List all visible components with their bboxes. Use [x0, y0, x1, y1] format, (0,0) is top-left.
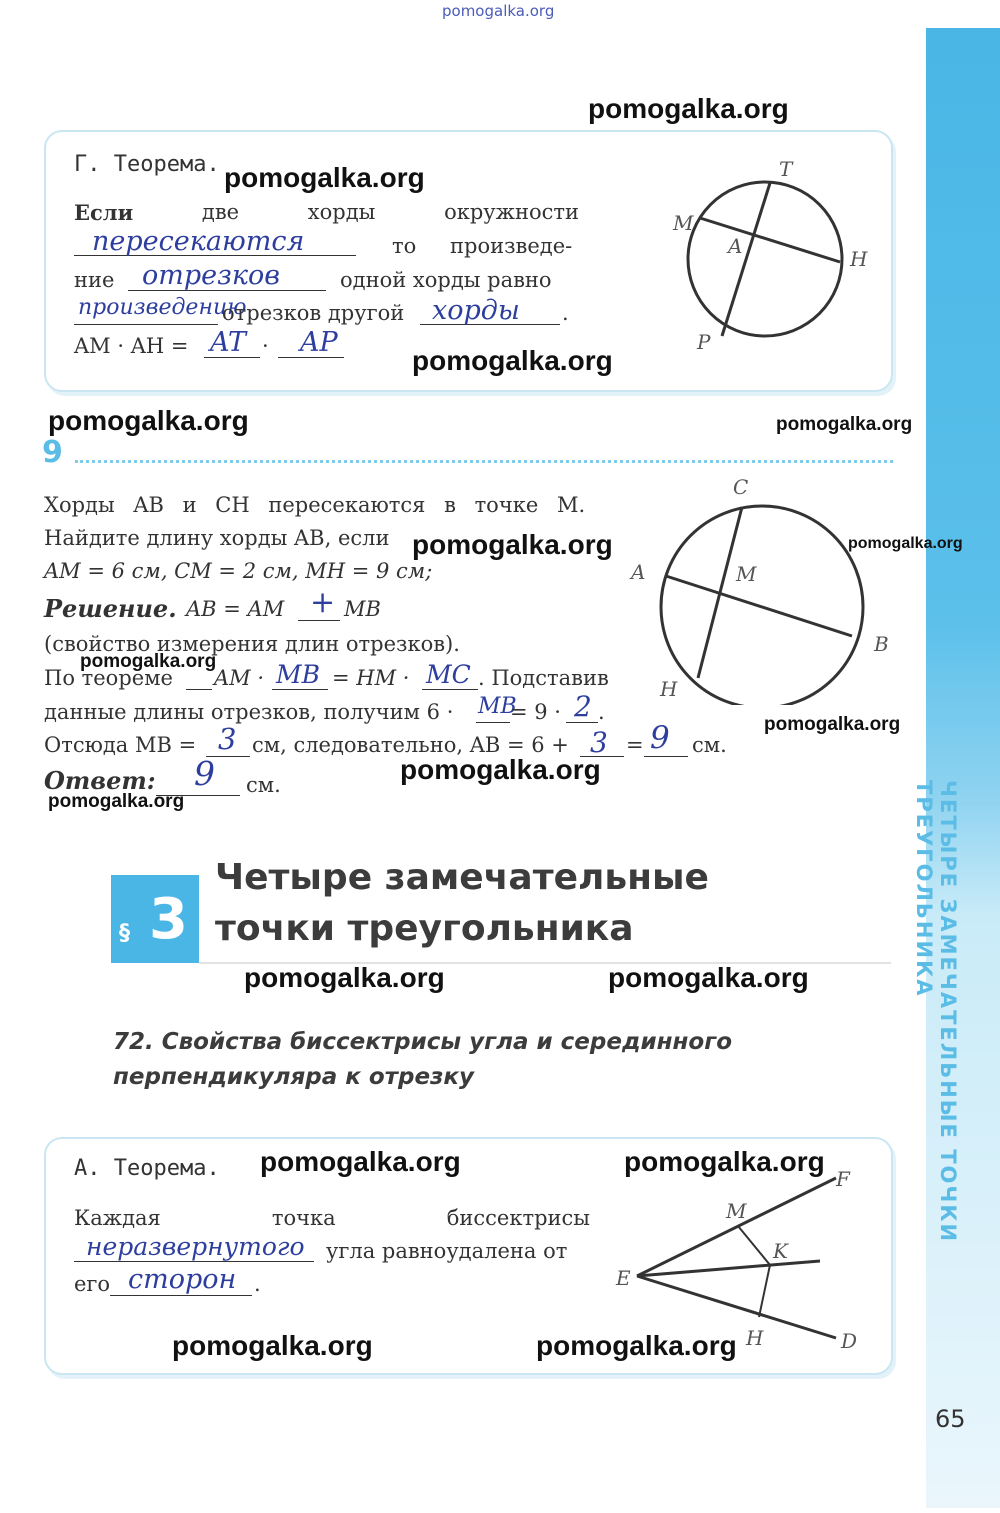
text-line4-mid: отрезков другой [222, 301, 405, 325]
paragraph-title-line2: точки треугольника [215, 908, 634, 949]
section-title-line1: 72. Свойства биссектрисы угла и серединного [113, 1029, 733, 1055]
theorem-a-line3-start: его [74, 1272, 111, 1296]
task9-line1: Хорды AB и CH пересекаются в точке M. [44, 493, 586, 517]
handwritten-three2: 3 [590, 726, 608, 759]
task-number: 9 [42, 435, 63, 470]
paragraph-title [215, 852, 709, 954]
word: окружности [444, 200, 579, 224]
text-to: то [392, 234, 417, 258]
figure-angle-bisector [600, 1160, 870, 1360]
point-label-f: F [836, 1167, 850, 1191]
theorem-a-line1 [74, 1206, 590, 1230]
answer-blank[interactable] [74, 324, 218, 325]
handwritten-ap: AP [300, 327, 338, 358]
watermark: pomogalka.org [48, 791, 185, 812]
handwritten-intersect: пересекаются [92, 226, 305, 257]
handwritten-at: AT [210, 327, 247, 358]
watermark: pomogalka.org [764, 714, 901, 735]
text-line3-end: одной хорды равно [340, 268, 552, 292]
handwritten-mc: MC [426, 660, 471, 689]
watermark: pomogalka.org [80, 651, 217, 672]
sol5-end: см. [692, 733, 727, 757]
watermark-top: pomogalka.org [442, 2, 555, 20]
point-label-a: A [631, 560, 646, 584]
point-label-a: A [728, 234, 743, 258]
side-chapter-title: ЧЕТЫРЕ ЗАМЕЧАТЕЛЬНЫЕ ТОЧКИ ТРЕУГОЛЬНИКА [912, 780, 960, 1244]
sol5-mid: см, следовательно, AB = 6 + [252, 733, 569, 757]
section-72-title [113, 1025, 732, 1095]
chord-mh [700, 218, 840, 262]
answer-unit: см. [246, 773, 281, 797]
answer-blank[interactable] [298, 620, 340, 621]
section-title-line2: перпендикуляра к отрезку [113, 1064, 475, 1090]
chord-ab [666, 576, 852, 636]
watermark: pomogalka.org [588, 93, 789, 124]
circle [688, 182, 842, 336]
handwritten-two: 2 [574, 690, 592, 723]
sol3-end: . Подставив [478, 666, 609, 690]
answer-blank[interactable] [110, 1295, 252, 1296]
watermark: pomogalka.org [260, 1146, 461, 1177]
handwritten-angle: неразвернутого [86, 1232, 305, 1261]
theorem-g-heading: Г. Теорема. [74, 152, 220, 177]
handwritten-chord: хорды [432, 295, 520, 326]
watermark: pomogalka.org [412, 529, 613, 560]
task-divider [75, 460, 893, 463]
sol3-am: AM · [214, 666, 265, 690]
watermark: pomogalka.org [48, 405, 249, 436]
text-product: произведе- [450, 234, 573, 258]
word: биссектрисы [446, 1206, 590, 1230]
answer-blank[interactable] [644, 756, 688, 757]
word: Каждая [74, 1206, 161, 1230]
watermark: pomogalka.org [776, 414, 913, 435]
sol4-start: данные длины отрезков, получим 6 · [44, 700, 454, 724]
watermark: pomogalka.org [224, 162, 425, 193]
handwritten-three: 3 [218, 722, 237, 756]
point-label-b: B [874, 632, 889, 656]
paragraph-title-line1: Четыре замечательные [215, 857, 709, 898]
word: Если [74, 200, 134, 225]
watermark: pomogalka.org [400, 754, 601, 785]
page-number: 65 [935, 1405, 966, 1433]
point-label-c: C [733, 475, 749, 499]
point-label-d: D [841, 1329, 858, 1353]
theorem-a-heading: А. Теорема. [74, 1156, 220, 1181]
answer-blank[interactable] [74, 1261, 314, 1262]
handwritten-mb: MB [276, 660, 320, 689]
handwritten-nine: 9 [650, 720, 670, 756]
text-line3-start: ние [74, 268, 115, 292]
task9-line2: Найдите длину хорды AB, если [44, 526, 390, 550]
watermark: pomogalka.org [624, 1146, 825, 1177]
theorem-a-line2-end: угла равноудалена от [326, 1239, 568, 1263]
paragraph-badge [111, 875, 199, 963]
watermark: pomogalka.org [848, 535, 963, 552]
sol5-eq: = [626, 733, 644, 757]
watermark: pomogalka.org [412, 345, 613, 376]
point-label-h: H [660, 677, 678, 701]
handwritten-answer: 9 [194, 754, 215, 793]
handwritten-plus: + [310, 585, 336, 620]
sol5-start: Отсюда MB = [44, 733, 197, 757]
word: хорды [307, 200, 376, 224]
sol3-start: По теореме [44, 666, 173, 690]
answer-blank[interactable] [476, 722, 510, 723]
perpendicular-km [738, 1226, 770, 1265]
sol2: (свойство измерения длин отрезков). [44, 632, 460, 656]
watermark: pomogalka.org [172, 1330, 373, 1361]
point-label-m: M [726, 1199, 747, 1223]
ray-ed [637, 1276, 836, 1338]
handwritten-product: произведению [78, 295, 247, 320]
watermark: pomogalka.org [608, 962, 809, 993]
figure-chords-circle [660, 150, 890, 360]
sol3-mid: = HM · [332, 666, 410, 690]
sol4-mid: = 9 · [510, 700, 561, 724]
figure-task9-circle [620, 470, 900, 705]
point-label-p: P [697, 330, 711, 354]
answer-label: Ответ: [44, 766, 156, 795]
point-label-h: H [746, 1326, 764, 1350]
handwritten-sides: сторон [128, 1264, 237, 1295]
perpendicular-kh [759, 1265, 770, 1317]
theorem-a-line3-end: . [254, 1272, 261, 1296]
solution-label: Решение. [44, 594, 177, 623]
answer-blank[interactable] [272, 689, 328, 690]
task9-line3: AM = 6 см, CM = 2 см, MH = 9 см; [44, 559, 433, 583]
watermark: pomogalka.org [244, 962, 445, 993]
handwritten-segments: отрезков [142, 260, 280, 291]
point-label-m: M [673, 211, 694, 235]
sol1-start: AB = AM [186, 597, 285, 621]
point-label-e: E [616, 1266, 631, 1290]
paragraph-number: 3 [149, 887, 188, 952]
formula-start: AM · AH = [74, 334, 189, 358]
formula-dot: · [262, 334, 269, 358]
answer-blank[interactable] [156, 795, 240, 796]
text-line4-end: . [562, 301, 569, 325]
paragraph-sign: § [119, 921, 130, 946]
handwritten-mb2: MB [478, 694, 517, 719]
sol1-end: MB [344, 597, 381, 621]
chord-tp [722, 183, 770, 336]
point-label-h: H [850, 247, 868, 271]
point-label-k: K [773, 1239, 788, 1263]
theorem-g-line1 [74, 200, 579, 225]
watermark: pomogalka.org [536, 1330, 737, 1361]
answer-blank[interactable] [186, 689, 212, 690]
word: две [201, 200, 240, 224]
answer-blank[interactable] [422, 689, 478, 690]
point-label-t: T [779, 157, 793, 181]
paragraph-rule [199, 962, 891, 964]
point-label-m: M [736, 562, 757, 586]
word: точка [271, 1206, 336, 1230]
sol4-end: . [598, 700, 605, 724]
